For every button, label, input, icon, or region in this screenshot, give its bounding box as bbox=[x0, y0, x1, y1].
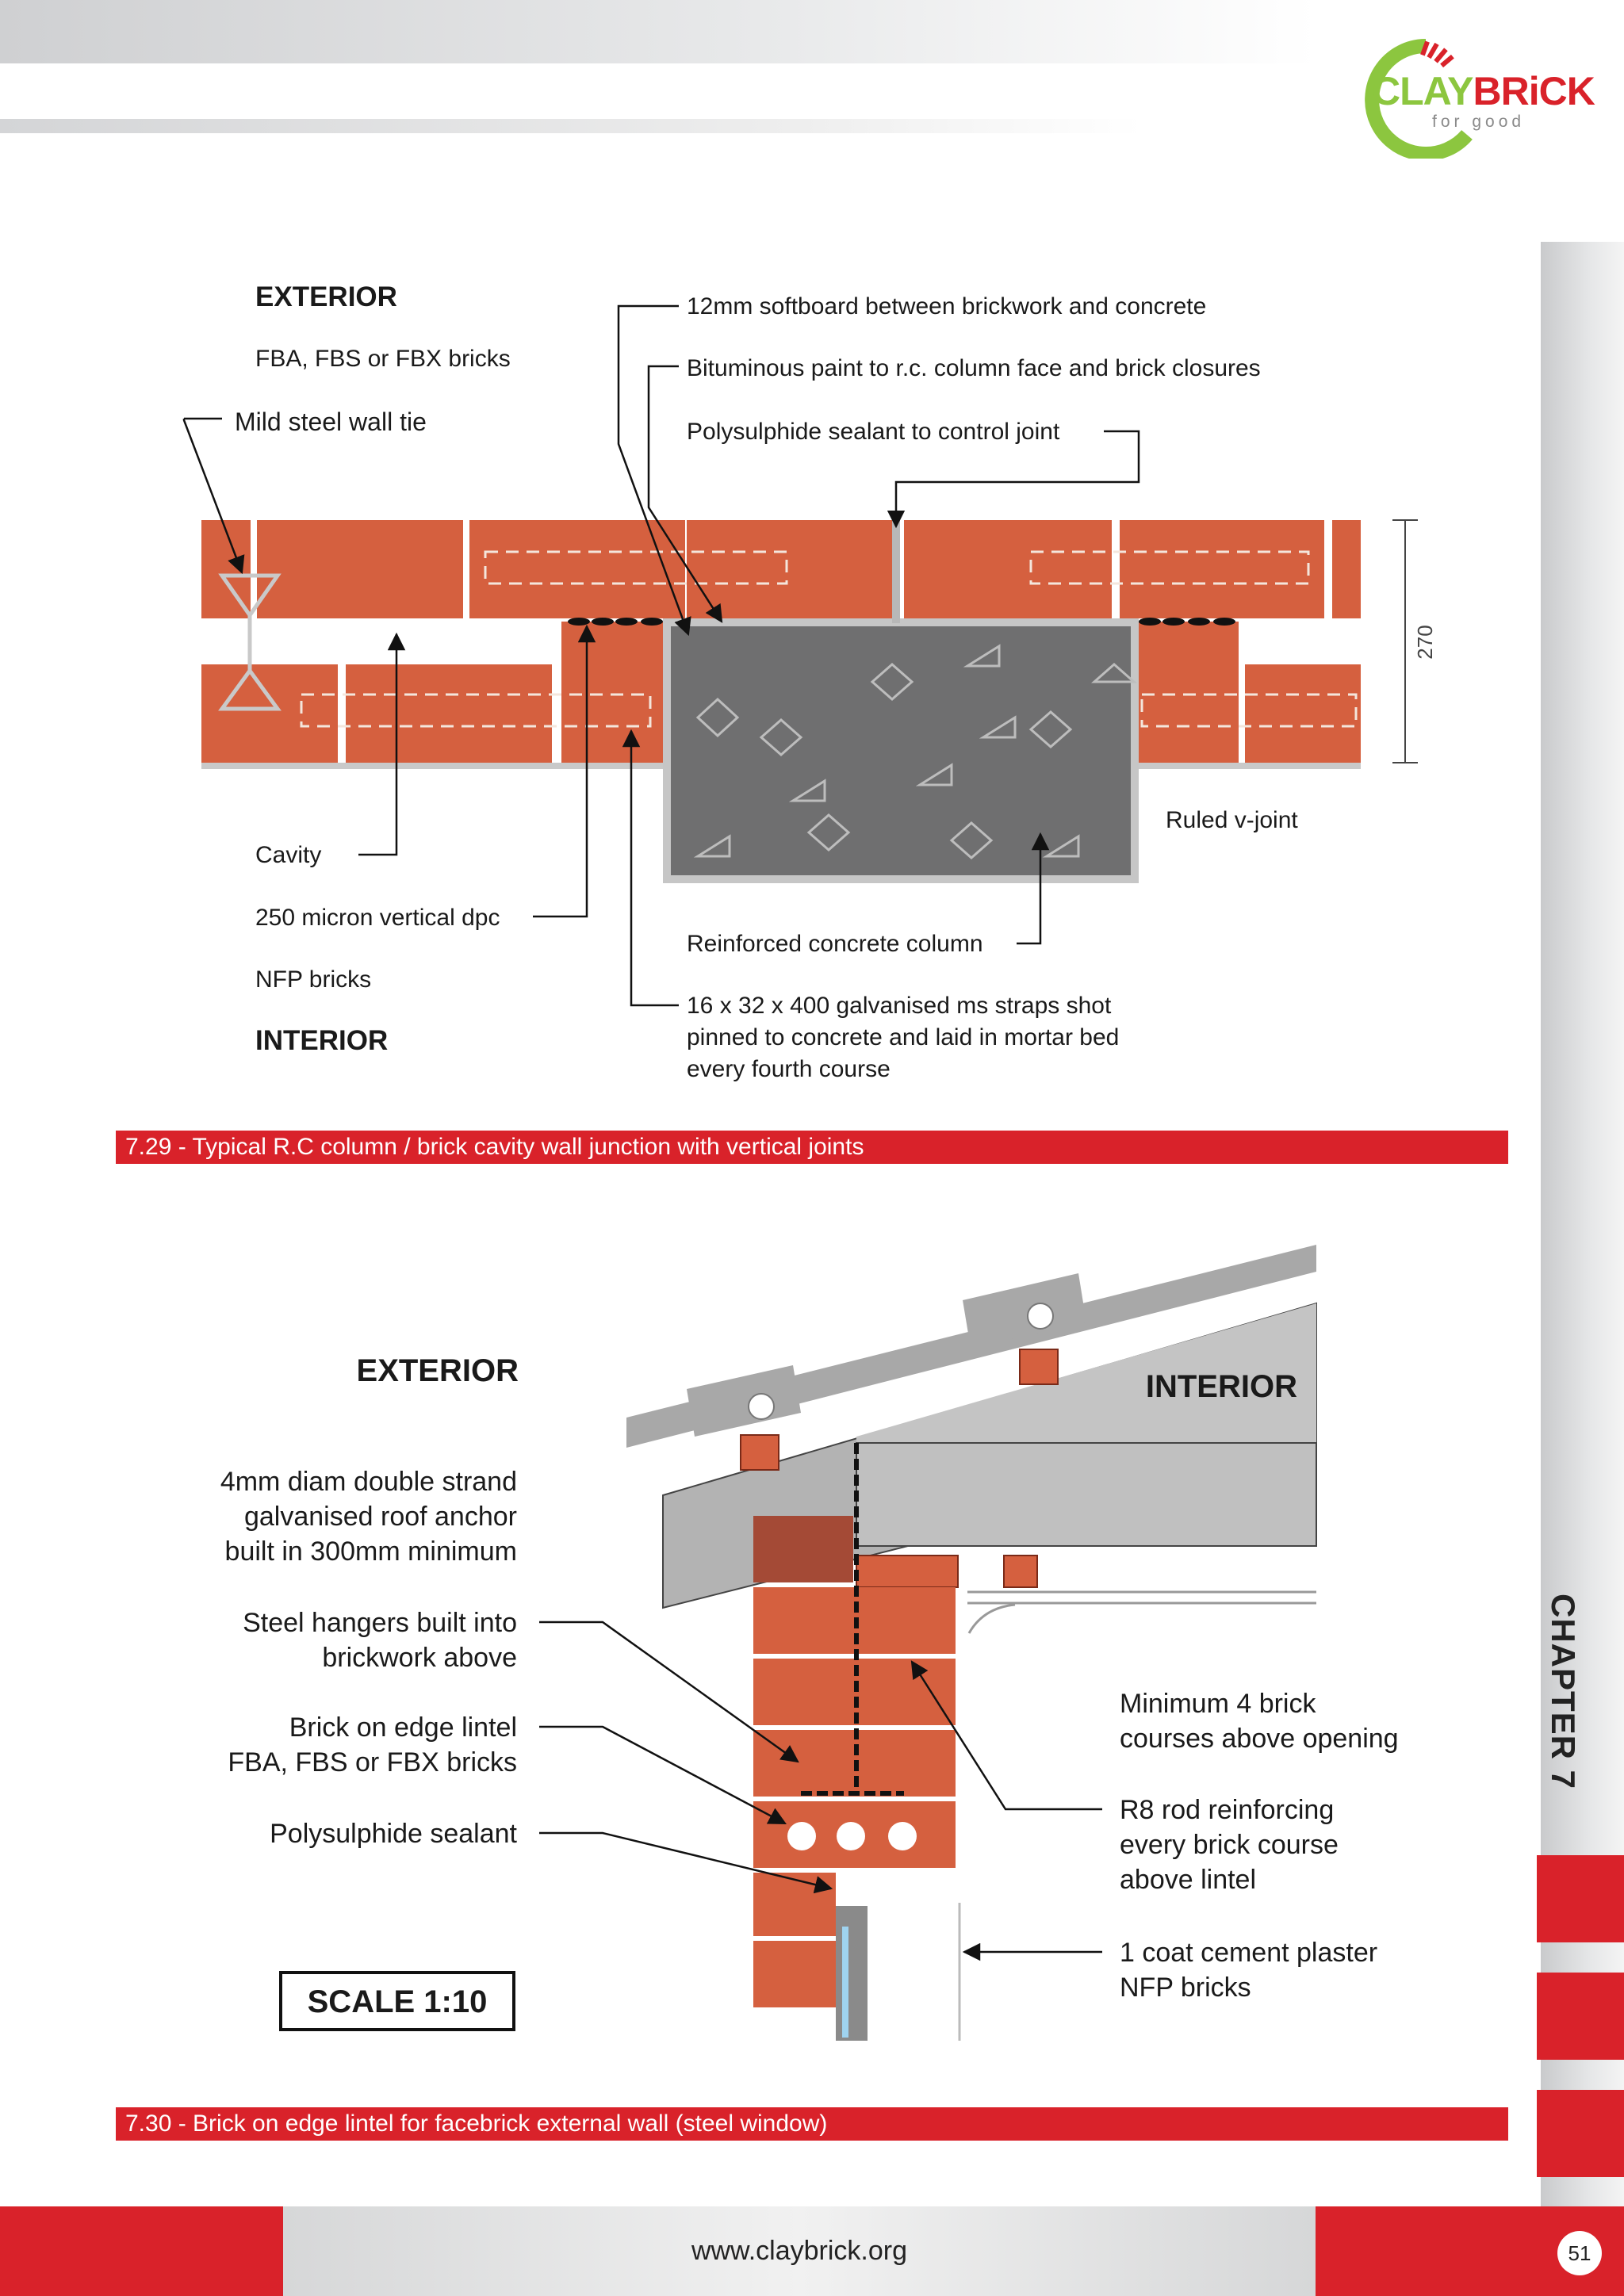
chapter-tab-1 bbox=[1537, 1855, 1624, 1942]
fig1-label-softboard: 12mm softboard between brickwork and concrete bbox=[687, 293, 1207, 320]
fig1-label-ruled-joint: Ruled v-joint bbox=[1166, 807, 1298, 833]
fig2-label-lintel-2: FBA, FBS or FBX bricks bbox=[228, 1747, 517, 1777]
footer-red-left bbox=[0, 2206, 283, 2296]
fig1-caption: 7.29 - Typical R.C column / brick cavity wall junction with vertical joints bbox=[116, 1131, 1508, 1164]
fig2-label-sealant: Polysulphide sealant bbox=[270, 1819, 517, 1849]
fig1-label-column: Reinforced concrete column bbox=[687, 931, 983, 957]
fig1-label-bricks-ext: FBA, FBS or FBX bricks bbox=[255, 346, 511, 372]
fig1-label-straps-2: pinned to concrete and laid in mortar bed bbox=[687, 1024, 1120, 1050]
chapter-tab-2 bbox=[1537, 1973, 1624, 2060]
fig2-label-rod-3: above lintel bbox=[1120, 1865, 1257, 1895]
fig1-interior-heading: INTERIOR bbox=[255, 1025, 389, 1056]
fig1-exterior-heading: EXTERIOR bbox=[255, 281, 397, 312]
concrete-column bbox=[663, 618, 1139, 883]
fig1-label-straps-1: 16 x 32 x 400 galvanised ms straps shot bbox=[687, 993, 1112, 1019]
fig2-exterior-heading: EXTERIOR bbox=[356, 1353, 519, 1388]
fig1-label-bituminous: Bituminous paint to r.c. column face and brick closures bbox=[687, 355, 1261, 381]
fig2-label-plaster-2: NFP bricks bbox=[1120, 1973, 1251, 2003]
logo-tagline: for good bbox=[1432, 113, 1526, 131]
chapter-label: CHAPTER 7 bbox=[1545, 1594, 1582, 1790]
fig1-label-cavity: Cavity bbox=[255, 842, 322, 868]
fig2-label-rod-2: every brick course bbox=[1120, 1830, 1339, 1860]
outer-brick-leaf bbox=[201, 520, 1361, 618]
fig2-label-anchor-2: galvanised roof anchor bbox=[243, 1502, 517, 1532]
fig2-label-plaster-1: 1 coat cement plaster bbox=[1120, 1938, 1378, 1968]
fig2-label-anchor-1: 4mm diam double strand bbox=[220, 1467, 517, 1497]
fig2-interior-heading: INTERIOR bbox=[1145, 1369, 1297, 1404]
fig2-caption: 7.30 - Brick on edge lintel for facebrick external wall (steel window) bbox=[116, 2107, 1508, 2141]
fig1-label-sealant: Polysulphide sealant to control joint bbox=[687, 419, 1060, 445]
fig2-label-courses-1: Minimum 4 brick bbox=[1120, 1689, 1316, 1719]
page-number: 51 bbox=[1557, 2231, 1602, 2275]
ceiling bbox=[967, 1592, 1316, 1633]
logo-wordmark: CLAYBRiCK bbox=[1372, 69, 1595, 113]
leader-sealant bbox=[896, 431, 1139, 526]
steel-window-frame bbox=[836, 1903, 959, 2041]
fig2-label-lintel-1: Brick on edge lintel bbox=[289, 1712, 517, 1743]
dimension-label: 270 bbox=[1413, 625, 1437, 660]
lintel-rods bbox=[787, 1822, 917, 1850]
footer-url-link[interactable]: www.claybrick.org bbox=[691, 2236, 908, 2266]
fig2-label-anchor-3: built in 300mm minimum bbox=[224, 1536, 517, 1567]
fig2-label-courses-2: courses above opening bbox=[1120, 1724, 1399, 1754]
fig1-label-nfp: NFP bricks bbox=[255, 966, 372, 993]
fig2-label-rod-1: R8 rod reinforcing bbox=[1120, 1795, 1335, 1825]
leader-lintel bbox=[539, 1727, 785, 1823]
control-joint bbox=[892, 520, 900, 623]
fig2-label-hangers-1: Steel hangers built into bbox=[243, 1608, 517, 1638]
fig1-label-wall-tie: Mild steel wall tie bbox=[235, 408, 427, 436]
fig1-label-straps-3: every fourth course bbox=[687, 1056, 891, 1082]
fig2-label-hangers-2: brickwork above bbox=[322, 1643, 517, 1673]
figure-7-29-diagram bbox=[0, 0, 1507, 1110]
fig2-scale-label: SCALE 1:10 bbox=[307, 1984, 488, 2019]
fig1-label-dpc: 250 micron vertical dpc bbox=[255, 905, 500, 931]
chapter-tab-3 bbox=[1537, 2090, 1624, 2177]
figure-7-30-diagram bbox=[0, 1189, 1507, 2061]
